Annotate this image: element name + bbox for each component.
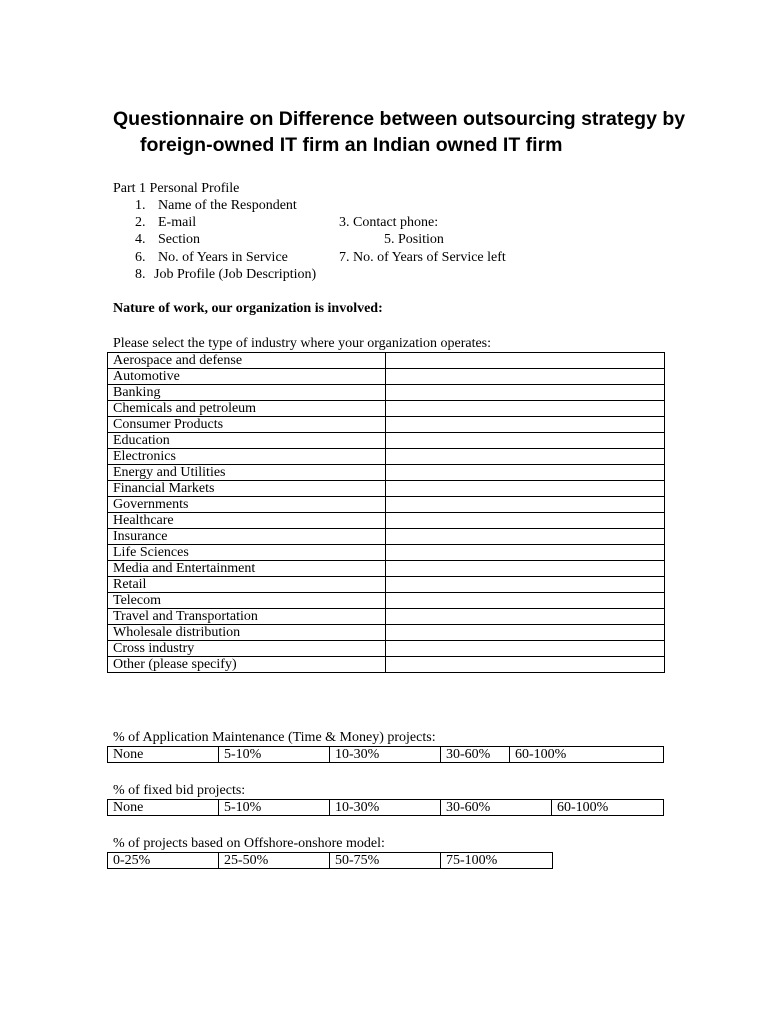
option-cell[interactable]: 5-10% <box>219 747 330 763</box>
industry-answer-cell[interactable] <box>386 401 665 417</box>
option-cell[interactable]: 30-60% <box>441 800 552 816</box>
industry-name: Chemicals and petroleum <box>108 401 386 417</box>
industry-name: Media and Entertainment <box>108 561 386 577</box>
option-cell[interactable]: 5-10% <box>219 800 330 816</box>
item-8-label: Job Profile (Job Description) <box>154 267 317 282</box>
item-6-label: No. of Years in Service <box>158 250 288 265</box>
offshore-prompt: % of projects based on Offshore-onshore model: <box>113 836 385 851</box>
industry-answer-cell[interactable] <box>386 465 665 481</box>
option-cell[interactable]: 10-30% <box>330 747 441 763</box>
industry-name: Electronics <box>108 449 386 465</box>
table-row <box>108 465 665 481</box>
industry-answer-cell[interactable] <box>386 545 665 561</box>
table-row <box>108 853 553 869</box>
fixed-bid-prompt: % of fixed bid projects: <box>113 783 246 798</box>
industry-answer-cell[interactable] <box>386 353 665 369</box>
table-row <box>108 369 665 385</box>
item-6-number: 6. <box>135 250 146 265</box>
table-row <box>108 561 665 577</box>
table-row <box>108 545 665 561</box>
fixed-bid-table <box>107 799 664 816</box>
table-row <box>108 353 665 369</box>
table-row <box>108 609 665 625</box>
industry-answer-cell[interactable] <box>386 449 665 465</box>
item-5-label: 5. Position <box>384 232 444 247</box>
offshore-table <box>107 852 553 869</box>
industry-answer-cell[interactable] <box>386 497 665 513</box>
industry-answer-cell[interactable] <box>386 433 665 449</box>
option-cell[interactable]: 25-50% <box>219 853 330 869</box>
table-row <box>108 657 665 673</box>
industry-answer-cell[interactable] <box>386 561 665 577</box>
industry-name: Education <box>108 433 386 449</box>
option-cell[interactable]: 0-25% <box>108 853 219 869</box>
industry-prompt: Please select the type of industry where your organization operates: <box>113 336 492 351</box>
option-cell[interactable]: 10-30% <box>330 800 441 816</box>
item-1-label: Name of the Respondent <box>158 198 297 213</box>
industry-answer-cell[interactable] <box>386 529 665 545</box>
industry-name: Travel and Transportation <box>108 609 386 625</box>
industry-answer-cell[interactable] <box>386 641 665 657</box>
industry-answer-cell[interactable] <box>386 609 665 625</box>
table-row <box>108 625 665 641</box>
industry-answer-cell[interactable] <box>386 481 665 497</box>
industry-answer-cell[interactable] <box>386 593 665 609</box>
industry-name: Retail <box>108 577 386 593</box>
industry-name: Cross industry <box>108 641 386 657</box>
app-maintenance-table <box>107 746 664 763</box>
option-cell[interactable]: 60-100% <box>510 747 664 763</box>
table-row <box>108 529 665 545</box>
table-row <box>108 449 665 465</box>
item-8-number: 8. <box>135 267 146 282</box>
industry-name: Automotive <box>108 369 386 385</box>
table-row <box>108 641 665 657</box>
option-cell[interactable]: None <box>108 747 219 763</box>
industry-name: Telecom <box>108 593 386 609</box>
industry-name: Life Sciences <box>108 545 386 561</box>
option-cell[interactable]: None <box>108 800 219 816</box>
table-row <box>108 385 665 401</box>
industry-answer-cell[interactable] <box>386 417 665 433</box>
industry-name: Financial Markets <box>108 481 386 497</box>
industry-name: Energy and Utilities <box>108 465 386 481</box>
item-1-number: 1. <box>135 198 146 213</box>
option-cell[interactable]: 30-60% <box>441 747 510 763</box>
industry-name: Governments <box>108 497 386 513</box>
document-title: Questionnaire on Difference between outsourcing strategy by foreign-owned IT firm an Indian owned IT firm <box>113 108 686 156</box>
industry-name: Banking <box>108 385 386 401</box>
industry-name: Other (please specify) <box>108 657 386 673</box>
table-row <box>108 593 665 609</box>
industry-answer-cell[interactable] <box>386 369 665 385</box>
table-row <box>108 747 664 763</box>
industry-table <box>107 352 665 673</box>
industry-answer-cell[interactable] <box>386 513 665 529</box>
table-row <box>108 481 665 497</box>
nature-of-work-heading: Nature of work, our organization is involved: <box>113 301 383 316</box>
industry-answer-cell[interactable] <box>386 385 665 401</box>
app-maintenance-prompt: % of Application Maintenance (Time & Money) projects: <box>113 730 436 745</box>
industry-name: Wholesale distribution <box>108 625 386 641</box>
item-2-number: 2. <box>135 215 146 230</box>
part1-heading: Part 1 Personal Profile <box>113 181 240 196</box>
table-row <box>108 417 665 433</box>
table-row <box>108 513 665 529</box>
industry-answer-cell[interactable] <box>386 577 665 593</box>
table-row <box>108 433 665 449</box>
table-row <box>108 577 665 593</box>
item-4-number: 4. <box>135 232 146 247</box>
option-cell[interactable]: 75-100% <box>441 853 553 869</box>
option-cell[interactable]: 50-75% <box>330 853 441 869</box>
option-cell[interactable]: 60-100% <box>552 800 664 816</box>
item-2-label: E-mail <box>158 215 197 230</box>
table-row <box>108 800 664 816</box>
item-7-label: 7. No. of Years of Service left <box>339 250 506 265</box>
industry-answer-cell[interactable] <box>386 657 665 673</box>
item-3-label: 3. Contact phone: <box>339 215 439 230</box>
industry-name: Aerospace and defense <box>108 353 386 369</box>
industry-name: Consumer Products <box>108 417 386 433</box>
industry-answer-cell[interactable] <box>386 625 665 641</box>
industry-name: Insurance <box>108 529 386 545</box>
table-row <box>108 401 665 417</box>
item-4-label: Section <box>158 232 200 247</box>
industry-name: Healthcare <box>108 513 386 529</box>
table-row <box>108 497 665 513</box>
